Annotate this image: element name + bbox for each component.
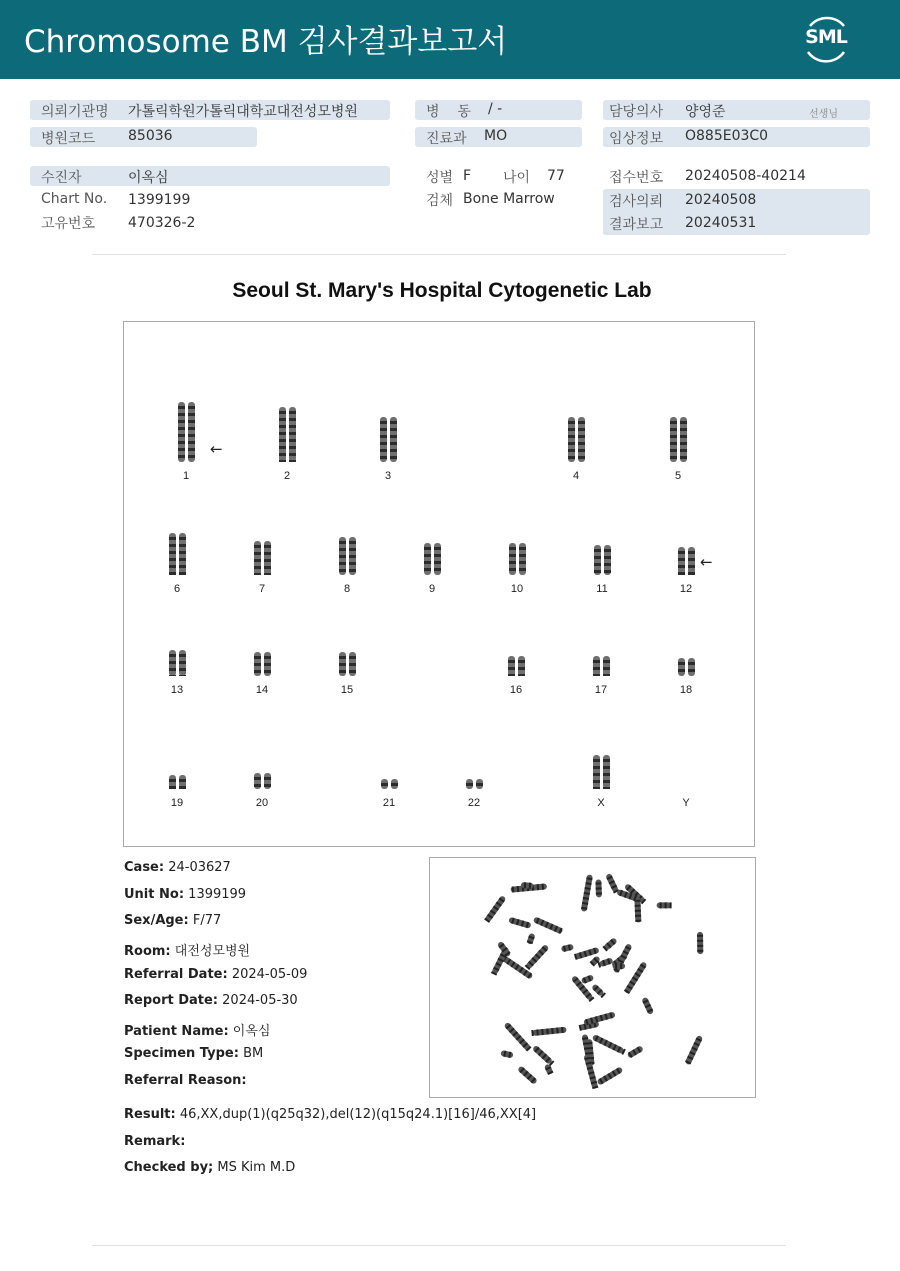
attending-doctor-value: 양영준 — [685, 104, 726, 120]
chromosome-pair-12 — [673, 547, 699, 575]
chromosome-pair-4 — [563, 417, 589, 462]
sml-logo: SML — [800, 12, 852, 64]
divider — [92, 1245, 786, 1246]
case-info-value: 24-03627 — [168, 860, 231, 875]
specimen-label: 검체 — [426, 193, 454, 209]
chromosome-label-3: 3 — [384, 470, 392, 482]
karyogram — [123, 321, 755, 847]
chromosome-pair-8 — [334, 537, 360, 575]
requesting-institution-value: 가톨릭학원가톨릭대학교대전성모병원 — [128, 104, 358, 120]
chromosome-pair-1 — [173, 402, 199, 462]
checked-by-value: MS Kim M.D — [217, 1160, 296, 1175]
clinical-info-value: O885E03C0 — [685, 128, 769, 144]
case-info-row — [124, 860, 231, 875]
chromosome-label-22: 22 — [467, 797, 481, 809]
case-info-label: Referral Date: — [124, 967, 228, 982]
chromosome-label-10: 10 — [510, 583, 524, 595]
abnormality-arrow-icon: ← — [210, 440, 223, 458]
chromosome-pair-11 — [589, 545, 615, 575]
case-info-value: 2024-05-30 — [222, 993, 298, 1008]
chromosome-pair-6 — [164, 533, 190, 575]
report-header — [0, 0, 900, 79]
lab-title: Seoul St. Mary's Hospital Cytogenetic Lab — [232, 279, 652, 302]
chromosome-label-20: 20 — [255, 797, 269, 809]
chromosome-label-21: 21 — [382, 797, 396, 809]
chromosome-label-Y: Y — [682, 797, 690, 809]
chromosome-pair-7 — [249, 541, 275, 575]
chromosome-label-2: 2 — [283, 470, 291, 482]
result-report-label: 결과보고 — [609, 217, 664, 233]
case-info-row — [124, 940, 250, 959]
attending-doctor-label: 담당의사 — [609, 104, 664, 120]
chromosome-pair-14 — [249, 652, 275, 676]
case-info-label: Case: — [124, 860, 165, 875]
patient-value: 이옥심 — [128, 170, 169, 186]
report-title: Chromosome BM 검사결과보고서 — [24, 24, 508, 60]
chromosome-pair-10 — [504, 543, 530, 575]
case-info-value: 대전성모병원 — [174, 944, 251, 959]
hospital-code-value: 85036 — [128, 128, 173, 144]
case-info-row — [124, 993, 298, 1008]
case-info-row — [124, 1046, 263, 1061]
case-info-label: Unit No: — [124, 887, 185, 902]
case-info-row — [124, 967, 307, 982]
chromosome-label-1: 1 — [182, 470, 190, 482]
case-info-row — [124, 913, 221, 928]
test-request-value: 20240508 — [685, 192, 757, 208]
chart-no-label: Chart No. — [41, 191, 108, 207]
requesting-institution-label: 의뢰기관명 — [41, 104, 109, 120]
sex-label: 성별 — [426, 170, 454, 186]
divider — [92, 254, 786, 255]
chromosome-pair-19 — [164, 775, 190, 789]
case-info-label: Sex/Age: — [124, 913, 189, 928]
case-info-row — [124, 1073, 247, 1088]
case-info-label: Patient Name: — [124, 1024, 229, 1039]
ward-label: 병 동 — [426, 104, 471, 120]
result-line — [124, 1107, 536, 1122]
chromosome-pair-15 — [334, 652, 360, 676]
chromosome-label-19: 19 — [170, 797, 184, 809]
case-info-value: BM — [243, 1046, 264, 1061]
case-info-value: 2024-05-09 — [231, 967, 308, 982]
case-info-label: Referral Reason: — [124, 1073, 247, 1088]
chromosome-label-6: 6 — [173, 583, 181, 595]
chromosome-pair-16 — [503, 656, 529, 676]
age-value: 77 — [547, 168, 565, 184]
case-info-value: F/77 — [192, 913, 222, 928]
chromosome-pair-20 — [249, 773, 275, 789]
hospital-code-label: 병원코드 — [41, 131, 96, 147]
chromosome-pair-2 — [274, 407, 300, 462]
case-info-label: Specimen Type: — [124, 1046, 239, 1061]
case-info-row — [124, 887, 246, 902]
chromosome-label-11: 11 — [596, 583, 608, 595]
unique-id-label: 고유번호 — [41, 216, 96, 232]
chromosome-pair-13 — [164, 650, 190, 676]
department-value: MO — [484, 128, 508, 144]
chromosome-pair-9 — [419, 543, 445, 575]
chromosome-pair-3 — [375, 417, 401, 462]
result-report-value: 20240531 — [685, 215, 757, 231]
metaphase-image — [429, 857, 756, 1098]
unique-id-value: 470326-2 — [128, 215, 196, 231]
info-bar — [30, 166, 390, 186]
chromosome-pair-5 — [665, 417, 691, 462]
case-info-row — [124, 1020, 270, 1039]
chart-no-value: 1399199 — [128, 192, 191, 208]
case-info-value: 이옥심 — [232, 1024, 271, 1039]
accession-no-value: 20240508-40214 — [685, 168, 806, 184]
chromosome-label-18: 18 — [679, 684, 693, 696]
chromosome-label-8: 8 — [343, 583, 351, 595]
remark-label: Remark: — [124, 1134, 186, 1149]
chromosome-label-17: 17 — [594, 684, 608, 696]
clinical-info-label: 임상정보 — [609, 131, 664, 147]
chromosome-label-15: 15 — [340, 684, 354, 696]
chromosome-label-4: 4 — [572, 470, 580, 482]
chromosome-pair-X — [588, 755, 614, 789]
ward-value: / - — [488, 101, 503, 117]
case-info-label: Room: — [124, 944, 171, 959]
result-value: 46,XX,dup(1)(q25q32),del(12)(q15q24.1)[16]/46,XX[4] — [179, 1107, 537, 1122]
chromosome-pair-17 — [588, 656, 614, 676]
chromosome-label-12: 12 — [679, 583, 693, 595]
chromosome-label-14: 14 — [255, 684, 269, 696]
chromosome-label-7: 7 — [258, 583, 266, 595]
case-info-label: Report Date: — [124, 993, 219, 1008]
abnormality-arrow-icon: ← — [700, 553, 713, 571]
chromosome-label-X: X — [597, 797, 605, 809]
specimen-value: Bone Marrow — [463, 191, 555, 207]
chromosome-label-9: 9 — [428, 583, 436, 595]
age-label: 나이 — [503, 170, 531, 186]
chromosome-label-13: 13 — [170, 684, 184, 696]
test-request-label: 검사의뢰 — [609, 194, 664, 210]
patient-label: 수진자 — [41, 170, 82, 186]
chromosome-pair-18 — [673, 658, 699, 676]
remark-line — [124, 1134, 185, 1149]
chromosome-label-16: 16 — [509, 684, 523, 696]
case-info-value: 1399199 — [188, 887, 247, 902]
checked-by-label: Checked by; — [124, 1160, 214, 1175]
result-label: Result: — [124, 1107, 176, 1122]
attending-doctor-suffix: 선생님 — [809, 109, 838, 120]
accession-no-label: 접수번호 — [609, 170, 664, 186]
chromosome-pair-22 — [461, 779, 487, 789]
chromosome-label-5: 5 — [674, 470, 682, 482]
department-label: 진료과 — [426, 131, 467, 147]
sex-value: F — [463, 168, 472, 184]
chromosome-pair-21 — [376, 779, 402, 789]
checked-by-line — [124, 1160, 295, 1175]
